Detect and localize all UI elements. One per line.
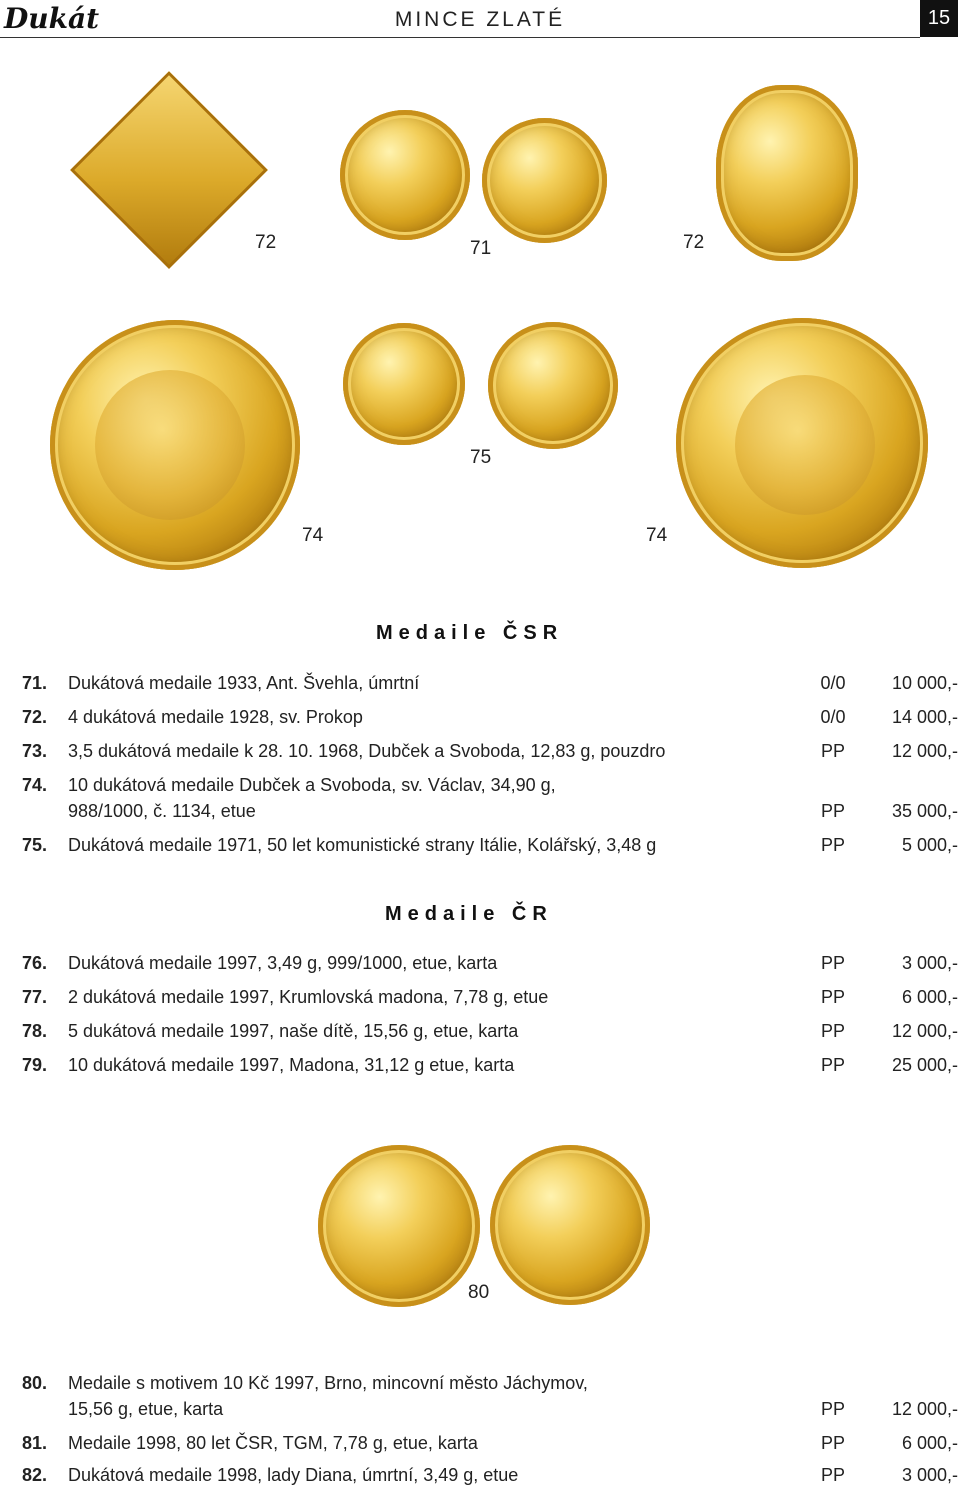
item-price: 12 000,- [891,741,958,761]
item-description: 2 dukátová medaile 1997, Krumlovská madona, 7,78 g, etue [68,987,549,1007]
dukat-logo: Dukát [4,2,100,35]
item-description: 3,5 dukátová medaile k 28. 10. 1968, Dubček a Svoboda, 12,83 g, pouzdro [68,741,666,761]
item-number: 72. [22,707,48,727]
item-price: 6 000,- [901,987,958,1007]
item-number: 81. [22,1433,48,1453]
item-description: Dukátová medaile 1998, lady Diana, úmrtní, 3,49 g, etue [68,1465,519,1485]
header-rule [0,37,920,38]
catalog-row [22,1370,958,1422]
page-title: MINCE ZLATÉ [394,8,566,31]
item-number: 74. [22,775,48,795]
item-number: 79. [22,1055,48,1075]
coin-75-obverse-image [343,323,465,445]
item-grade: PP [820,953,845,973]
item-description: Medaile 1998, 80 let ČSR, TGM, 7,78 g, etue, karta [68,1433,478,1453]
item-price: 35 000,- [891,801,958,821]
coin-label: 71 [470,238,492,259]
item-description: 10 dukátová medaile 1997, Madona, 31,12 g etue, karta [68,1055,515,1075]
item-number: 77. [22,987,48,1007]
coin-label: 75 [470,447,492,468]
item-description-continued: 15,56 g, etue, karta [68,1399,224,1419]
item-number: 75. [22,835,48,855]
item-price: 12 000,- [891,1399,958,1419]
item-price: 3 000,- [901,1465,958,1485]
coin-label: 72 [255,232,277,253]
item-description: 5 dukátová medaile 1997, naše dítě, 15,56 g, etue, karta [68,1021,519,1041]
section-title: Medaile ČR [385,903,553,925]
item-description: Dukátová medaile 1997, 3,49 g, 999/1000, etue, karta [68,953,498,973]
section-title: Medaile ČSR [376,622,564,644]
item-number: 76. [22,953,48,973]
item-number: 78. [22,1021,48,1041]
item-grade: PP [820,741,845,761]
item-price: 10 000,- [891,673,958,693]
item-grade: PP [820,1433,845,1453]
coin-71-reverse-image [482,118,607,243]
coin-74-portrait [95,370,245,520]
page-number: 15 [920,0,958,37]
coin-74-horseman [735,375,875,515]
item-price: 14 000,- [891,707,958,727]
item-price: 12 000,- [891,1021,958,1041]
item-number: 73. [22,741,48,761]
coin-label: 72 [683,232,705,253]
item-grade: PP [820,1021,845,1041]
item-grade: PP [820,987,845,1007]
item-description: Medaile s motivem 10 Kč 1997, Brno, mincovní město Jáchymov, [68,1373,588,1393]
item-number: 82. [22,1465,48,1485]
coin-80-reverse-image [490,1145,650,1305]
coin-75-reverse-image [488,322,618,449]
item-grade: PP [820,1465,845,1485]
item-description: Dukátová medaile 1971, 50 let komunistické strany Itálie, Kolářský, 3,48 g [68,835,657,855]
coin-80-obverse-image [318,1145,480,1307]
coin-72-reverse-image [716,85,858,261]
coin-label: 74 [302,525,324,546]
item-number: 80. [22,1373,48,1393]
item-price: 25 000,- [891,1055,958,1075]
item-description-continued: 988/1000, č. 1134, etue [68,801,256,821]
item-grade: PP [820,1055,845,1075]
catalog-row [22,772,958,824]
item-description: Dukátová medaile 1933, Ant. Švehla, úmrtní [68,673,420,693]
item-grade: PP [820,1399,845,1419]
item-price: 5 000,- [901,835,958,855]
coin-label: 80 [468,1282,490,1303]
item-grade: 0/0 [820,707,846,727]
item-grade: PP [820,835,845,855]
item-description: 4 dukátová medaile 1928, sv. Prokop [68,707,363,727]
item-grade: PP [820,801,845,821]
coin-71-obverse-image [340,110,470,240]
coin-label: 74 [646,525,668,546]
coin-72-obverse-image [70,71,268,269]
item-description: 10 dukátová medaile Dubček a Svoboda, sv. Václav, 34,90 g, [68,775,556,795]
item-price: 6 000,- [901,1433,958,1453]
item-price: 3 000,- [901,953,958,973]
item-number: 71. [22,673,48,693]
item-grade: 0/0 [820,673,846,693]
